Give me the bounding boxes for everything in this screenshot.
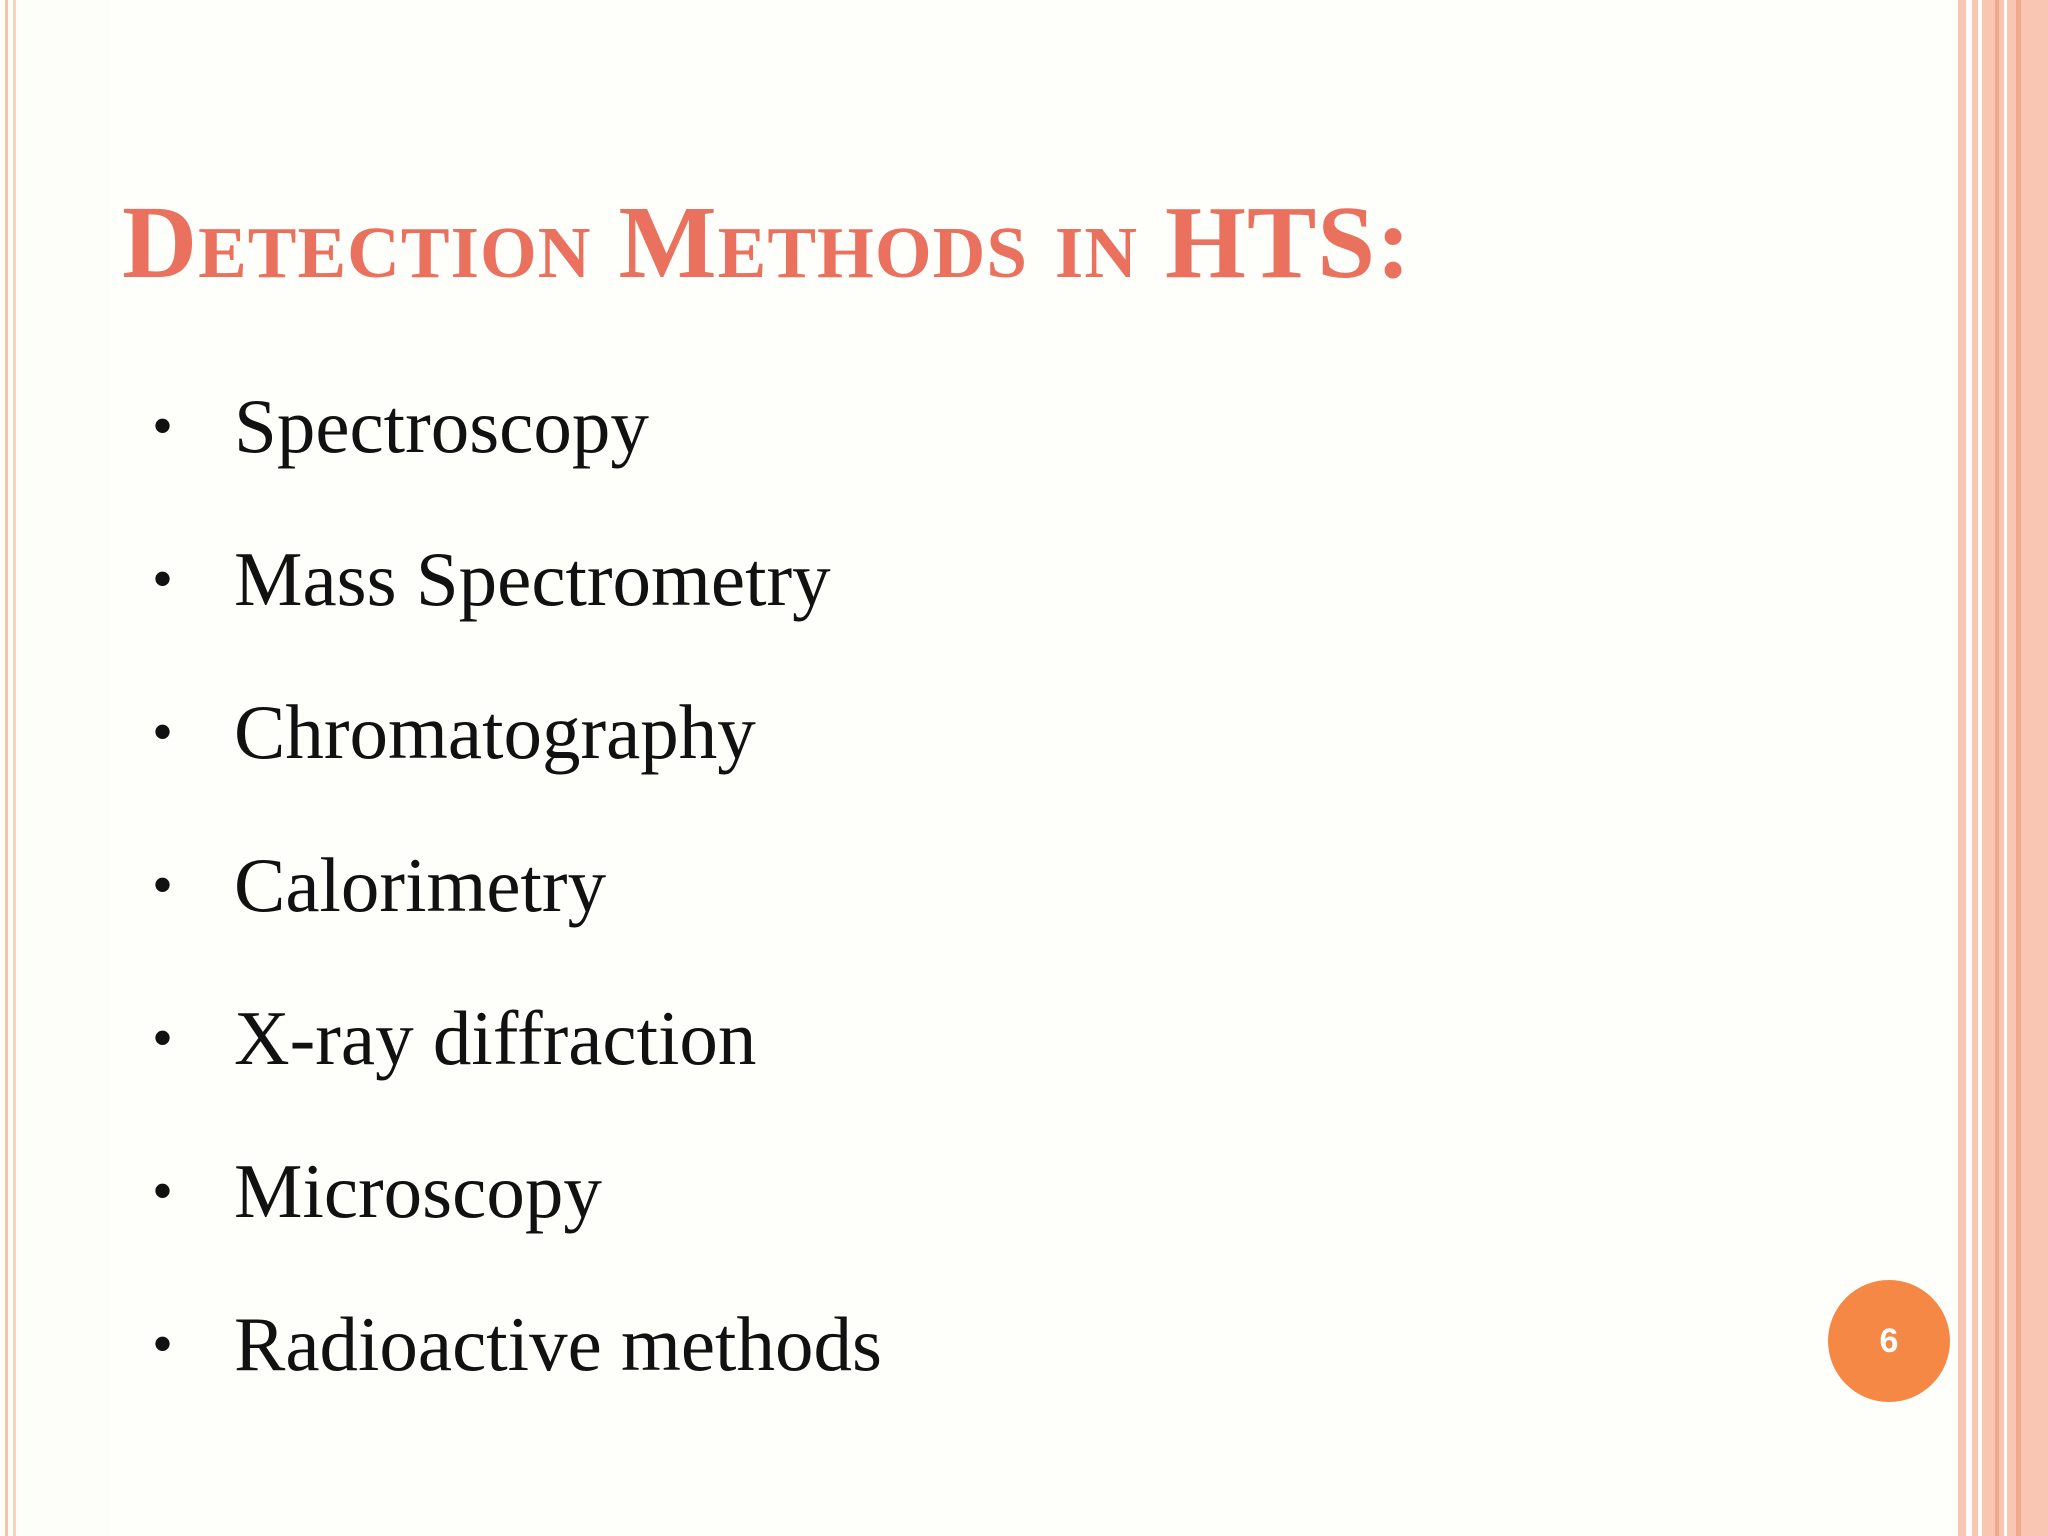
bullet-text: Microscopy xyxy=(234,1148,602,1234)
page-number-badge: 6 xyxy=(1828,1280,1950,1402)
bullet-dot-icon: • xyxy=(152,393,174,459)
right-border-stripe xyxy=(2004,0,2007,1536)
right-border-stripe xyxy=(1995,0,1999,1536)
bullet-dot-icon: • xyxy=(152,1311,174,1377)
bullet-dot-icon: • xyxy=(152,1005,174,1071)
right-border-stripe xyxy=(1978,0,1982,1536)
bullet-text: Spectroscopy xyxy=(234,383,649,469)
right-border-stripe xyxy=(1966,0,1972,1536)
bullet-text: Mass Spectrometry xyxy=(234,536,831,622)
slide-title: Detection Methods in HTS: xyxy=(122,185,1412,300)
bullet-dot-icon: • xyxy=(152,699,174,765)
bullet-text: Chromatography xyxy=(234,689,756,775)
left-border-line xyxy=(13,0,16,1536)
bullet-text: Calorimetry xyxy=(234,842,607,928)
bullet-dot-icon: • xyxy=(152,1158,174,1224)
bullet-dot-icon: • xyxy=(152,852,174,918)
right-border-stripe xyxy=(2016,0,2021,1536)
bullet-text: X-ray diffraction xyxy=(234,995,757,1081)
bullet-text: Radioactive methods xyxy=(234,1301,882,1387)
left-border-line xyxy=(5,0,8,1536)
bullet-dot-icon: • xyxy=(152,546,174,612)
